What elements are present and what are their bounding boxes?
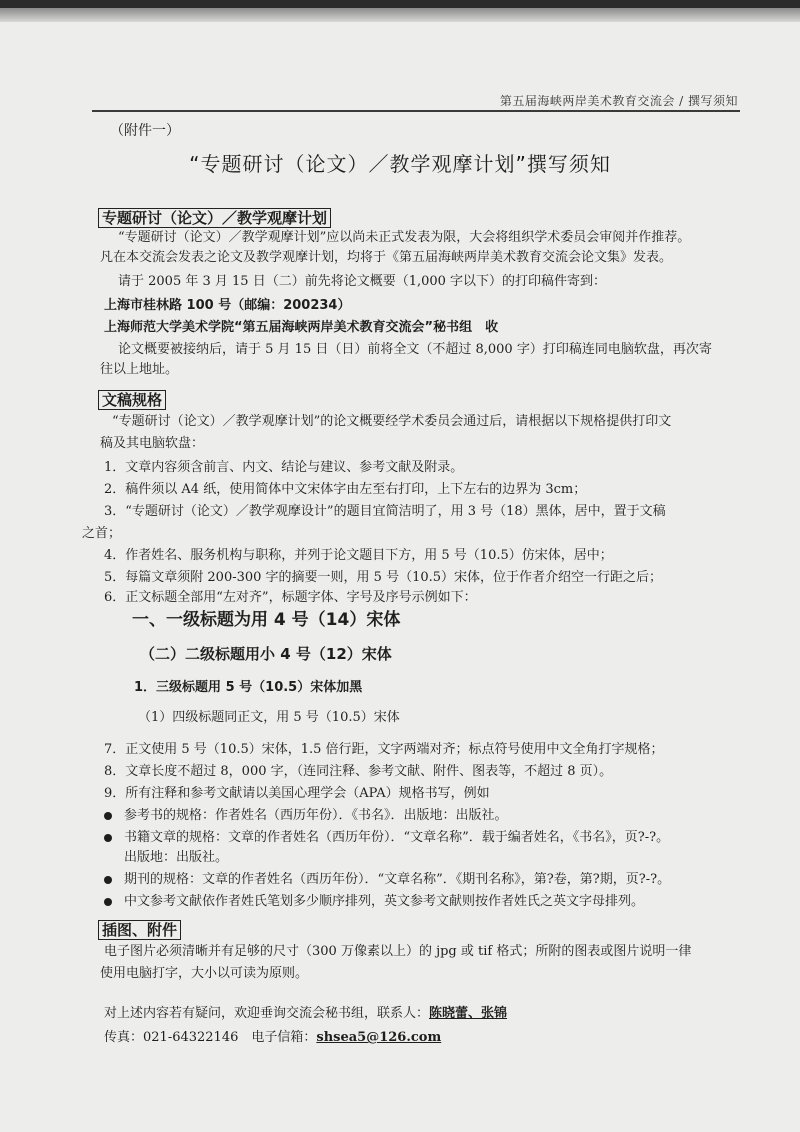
bullet-icon	[104, 834, 112, 842]
bullet-item: 中文参考文献依作者姓氏笔划多少顺序排列，英文参考文献则按作者姓氏之英文字母排列。	[124, 894, 645, 909]
list-item: 9．所有注释和参考文献请以美国心理学会（APA）规格书写，例如	[104, 786, 490, 801]
paragraph-line: 论文概要被接纳后，请于 5 月 15 日（日）前将全文（不超过 8,000 字）打印稿连同电脑软盘，再次寄	[118, 342, 712, 357]
bullet-item: 期刊的规格：文章的作者姓名（西历年份）．“文章名称”．《期刊名称》，第?卷，第?期，页?-?。	[124, 872, 671, 887]
list-item-continuation: 之首；	[82, 526, 122, 541]
running-head: 第五届海峡两岸美术教育交流会 / 撰写须知	[499, 94, 738, 108]
contact-line	[104, 1006, 507, 1022]
section-heading-paper: 专题研讨（论文）／教学观摩计划	[98, 208, 331, 228]
bullet-icon	[104, 876, 112, 884]
mailing-address: 上海市桂林路 100 号（邮编：200234）	[104, 298, 351, 313]
paragraph-line: “专题研讨（论文）／教学观摩计划”的论文概要经学术委员会通过后，请根据以下规格提供打印文	[112, 414, 672, 429]
bullet-item: 书籍文章的规格：文章的作者姓名（西历年份）．“文章名称”．载于编者姓名，《书名》，页?-?。	[124, 830, 670, 845]
list-item: 8．文章长度不超过 8，000 字，（连同注释、参考文献、附件、图表等，不超过 8 页）。	[104, 764, 613, 779]
paragraph-line: “专题研讨（论文）／教学观摩计划”应以尚未正式发表为限，大会将组织学术委员会审阅并作推荐。	[118, 230, 691, 245]
list-item: 7．正文使用 5 号（10.5）宋体，1.5 倍行距，文字两端对齐；标点符号使用中文全角打字规格；	[104, 742, 664, 757]
contact-prefix: 对上述内容若有疑问，欢迎垂询交流会秘书组，联系人：	[104, 1006, 430, 1021]
example-heading-level2: （二）二级标题用小 4 号（12）宋体	[140, 645, 392, 663]
scan-edge	[0, 8, 800, 22]
example-heading-level3: 1．三级标题用 5 号（10.5）宋体加黑	[134, 680, 363, 695]
header-rule	[92, 110, 740, 112]
bullet-icon	[104, 812, 112, 820]
list-item: 6．正文标题全部用“左对齐”，标题字体、字号及序号示例如下：	[104, 590, 477, 605]
fax-label: 传真：021-64322146 电子信箱：	[104, 1030, 317, 1045]
mailing-recipient: 上海师范大学美术学院“第五届海峡两岸美术教育交流会”秘书组 收	[104, 320, 499, 335]
paragraph-line: 稿及其电脑软盘：	[100, 436, 205, 451]
paragraph-line: 电子图片必须清晰并有足够的尺寸（300 万像素以上）的 jpg 或 tif 格式；所附的图表或图片说明一律	[104, 944, 692, 959]
example-heading-level4: （1）四级标题同正文，用 5 号（10.5）宋体	[138, 710, 400, 725]
section-heading-format: 文稿规格	[98, 390, 166, 410]
email-link[interactable]: shsea5@126.com	[316, 1030, 442, 1045]
paragraph-line: 请于 2005 年 3 月 15 日（二）前先将论文概要（1,000 字以下）的打印稿件寄到：	[118, 274, 607, 289]
bullet-icon	[104, 898, 112, 906]
paragraph-line: 凡在本交流会发表之论文及教学观摩计划，均将于《第五届海峡两岸美术教育交流会论文集》发表。	[100, 250, 673, 265]
paragraph-line: 使用电脑打字，大小以可读为原则。	[100, 966, 309, 981]
list-item: 4．作者姓名、服务机构与职称，并列于论文题目下方，用 5 号（10.5）仿宋体，居中；	[104, 548, 613, 563]
fax-line	[104, 1030, 441, 1046]
paragraph-line: 往以上地址。	[100, 362, 179, 377]
list-item: 3．“专题研讨（论文）／教学观摩设计”的题目宜简洁明了，用 3 号（18）黑体，居中，置于文稿	[104, 504, 666, 519]
example-heading-level1: 一、一级标题为用 4 号（14）宋体	[132, 610, 401, 630]
bullet-item: 参考书的规格：作者姓名（西历年份）．《书名》．出版地：出版社。	[124, 808, 508, 823]
attachment-label: （附件一）	[110, 123, 180, 139]
bullet-item-continuation: 出版地：出版社。	[124, 850, 229, 865]
section-heading-illustrations: 插图、附件	[98, 920, 181, 940]
document-page	[0, 8, 800, 1132]
document-title: “专题研讨（论文）／教学观摩计划”撰写须知	[189, 152, 611, 176]
contact-names: 陈晓蕾、张锦	[429, 1006, 508, 1021]
list-item: 5．每篇文章须附 200-300 字的摘要一则，用 5 号（10.5）宋体，位于作者介绍空一行距之后；	[104, 570, 663, 585]
list-item: 1．文章内容须含前言、内文、结论与建议、参考文献及附录。	[104, 460, 464, 475]
list-item: 2．稿件须以 A4 纸，使用简体中文宋体字由左至右打印，上下左右的边界为 3cm；	[104, 482, 587, 497]
